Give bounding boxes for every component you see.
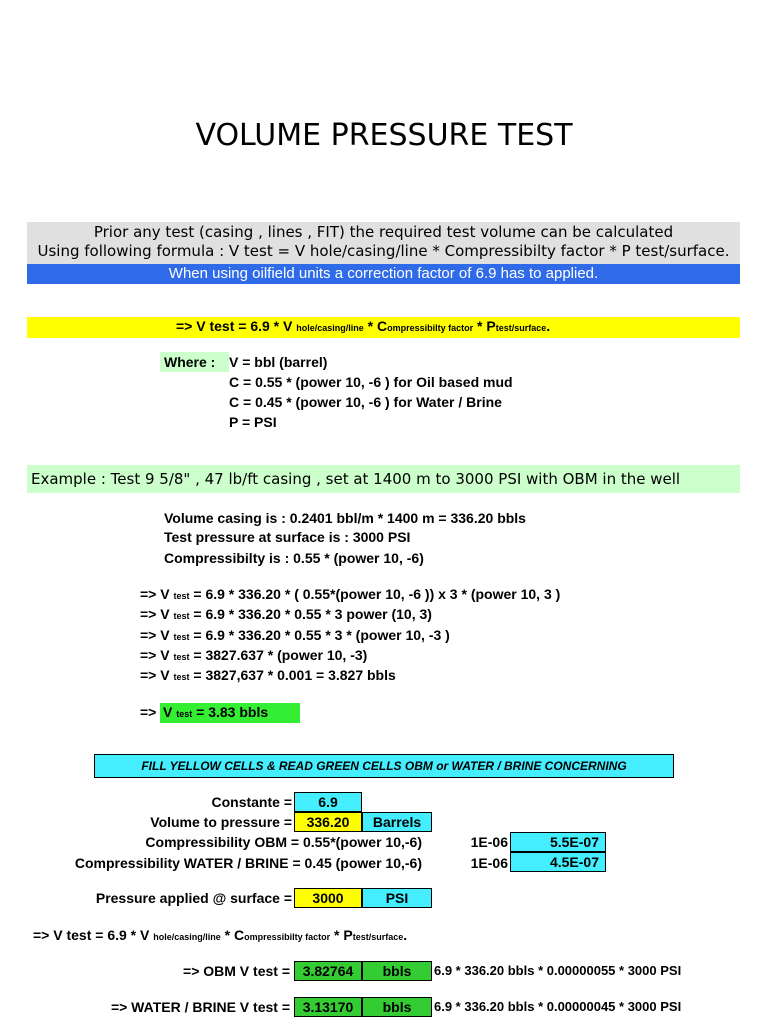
- obm-result-value: 3.82764: [294, 961, 362, 981]
- brine-result-value: 3.13170: [294, 997, 362, 1017]
- brine-result-label: => WATER / BRINE V test =: [110, 999, 290, 1015]
- step-arrow: => V: [140, 586, 170, 602]
- main-formula: [176, 318, 550, 334]
- step-sub: test: [173, 652, 190, 662]
- where-def-p: P = PSI: [229, 414, 277, 430]
- example-step: [140, 647, 367, 663]
- intro-line-2: Using following formula : V test = V hole/casing/line * Compressibilty factor * P test/surface.: [37, 242, 730, 260]
- calculator-instruction: FILL YELLOW CELLS & READ GREEN CELLS OBM or WATER / BRINE CONCERNING: [94, 754, 674, 778]
- result-value: = 3.83 bbls: [196, 704, 269, 720]
- intro-line-1: Prior any test (casing , lines , FIT) the required test volume can be calculated: [93, 223, 674, 241]
- example-calc-volume: Volume casing is : 0.2401 bbl/m * 1400 m = 336.20 bbls: [164, 510, 526, 526]
- step-sub: test: [173, 632, 190, 642]
- step-text: = 3827,637 * 0.001 = 3.827 bbls: [193, 667, 396, 683]
- step-text: = 6.9 * 336.20 * ( 0.55*(power 10, -6 )) x 3 * (power 10, 3 ): [193, 586, 561, 602]
- formula-v-sub: hole/casing/line: [296, 323, 364, 333]
- obm-result-unit: bbls: [362, 961, 432, 981]
- example-step: [140, 667, 396, 683]
- formula-p: * P: [473, 318, 496, 334]
- step-text: = 6.9 * 336.20 * 0.55 * 3 power (10, 3): [193, 606, 432, 622]
- calc-formula-end: .: [403, 927, 408, 943]
- pressure-label: Pressure applied @ surface =: [95, 890, 292, 906]
- compressibility-obm-label: Compressibility OBM = 0.55*(power 10,-6): [145, 834, 422, 850]
- intro-line-3-banner: When using oilfield units a correction factor of 6.9 has to applied.: [27, 264, 740, 284]
- volume-label: Volume to pressure =: [150, 814, 292, 830]
- step-arrow: => V: [140, 667, 170, 683]
- volume-input[interactable]: 336.20: [294, 812, 362, 832]
- example-calc-pressure: Test pressure at surface is : 3000 PSI: [164, 529, 411, 545]
- where-def-c-brine: C = 0.45 * (power 10, -6 ) for Water / Brine: [229, 394, 502, 410]
- constante-label: Constante =: [211, 794, 292, 810]
- obm-result-formula: 6.9 * 336.20 bbls * 0.00000055 * 3000 PSI: [434, 963, 682, 978]
- calc-formula-v-sub: hole/casing/line: [153, 932, 221, 942]
- calc-formula-c-sub: ompressibilty factor: [244, 932, 331, 942]
- volume-unit: Barrels: [362, 812, 432, 832]
- example-text: Example : Test 9 5/8" , 47 lb/ft casing , set at 1400 m to 3000 PSI with OBM in the well: [31, 470, 681, 488]
- step-arrow: => V: [140, 647, 170, 663]
- calculator-formula: [33, 927, 407, 943]
- example-step: [140, 606, 432, 622]
- compressibility-brine-label: Compressibility WATER / BRINE = 0.45 (power 10,-6): [74, 855, 422, 871]
- brine-result-formula: 6.9 * 336.20 bbls * 0.00000045 * 3000 PSI: [434, 999, 682, 1014]
- constante-cell: 6.9: [294, 792, 362, 812]
- step-arrow: => V: [140, 606, 170, 622]
- example-step: [140, 586, 560, 602]
- formula-c-sub: ompressibilty factor: [387, 323, 474, 333]
- example-step: [140, 627, 450, 643]
- compressibility-obm-value: 5.5E-07: [510, 832, 606, 852]
- example-result: [163, 704, 268, 720]
- calc-formula-c: * C: [220, 927, 245, 943]
- brine-result-unit: bbls: [362, 997, 432, 1017]
- step-arrow: => V: [140, 627, 170, 643]
- result-sub: test: [176, 709, 193, 719]
- formula-c: * C: [363, 318, 388, 334]
- formula-prefix: => V test = 6.9 * V: [176, 318, 297, 334]
- compressibility-brine-factor: 1E-06: [470, 855, 508, 871]
- page-title: VOLUME PRESSURE TEST: [195, 118, 573, 153]
- where-def-v: V = bbl (barrel): [229, 354, 328, 370]
- obm-result-label: => OBM V test =: [183, 963, 290, 979]
- calc-formula-prefix: => V test = 6.9 * V: [33, 927, 154, 943]
- example-calc-compressibility: Compressibilty is : 0.55 * (power 10, -6): [164, 550, 424, 566]
- where-label: Where :: [160, 352, 229, 372]
- pressure-input[interactable]: 3000: [294, 888, 362, 908]
- step-sub: test: [173, 611, 190, 621]
- compressibility-obm-factor: 1E-06: [470, 834, 508, 850]
- step-text: = 3827.637 * (power 10, -3): [193, 647, 368, 663]
- step-sub: test: [173, 672, 190, 682]
- calc-formula-p: * P: [330, 927, 353, 943]
- example-result-arrow: =>: [140, 704, 157, 720]
- step-text: = 6.9 * 336.20 * 0.55 * 3 * (power 10, -3 ): [193, 627, 450, 643]
- step-sub: test: [173, 591, 190, 601]
- pressure-unit: PSI: [362, 888, 432, 908]
- compressibility-brine-value: 4.5E-07: [510, 852, 606, 872]
- where-def-c-obm: C = 0.55 * (power 10, -6 ) for Oil based mud: [229, 374, 513, 390]
- calc-formula-p-sub: test/surface: [352, 932, 404, 942]
- result-v: V: [163, 704, 173, 720]
- formula-p-sub: test/surface: [495, 323, 547, 333]
- formula-end: .: [546, 318, 551, 334]
